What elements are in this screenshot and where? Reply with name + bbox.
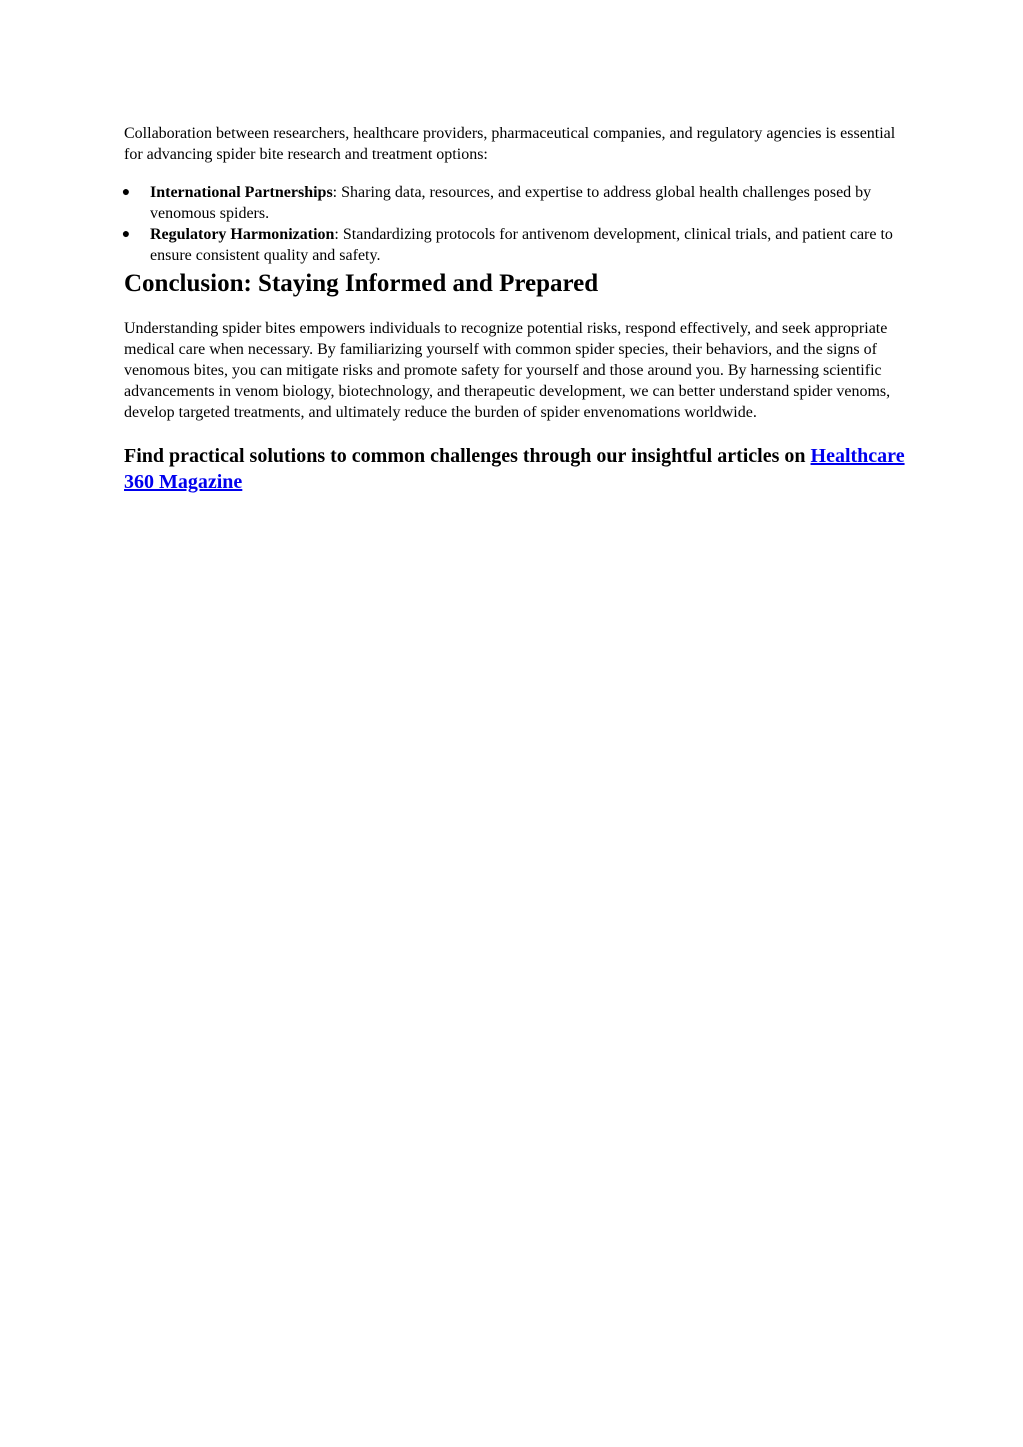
document-page	[121, 123, 914, 495]
bullet-icon: ●	[121, 185, 131, 200]
conclusion-heading: Conclusion: Staying Informed and Prepared	[124, 270, 599, 297]
conclusion-paragraph: Understanding spider bites empowers individuals to recognize potential risks, respond effectively, and seek appropriate medical care when necessary. By familiarizing yourself with common spider species, their behaviors, and the signs of venomous bites, you can mitigate risks and promote safety for yourself and those around you. By harnessing scientific advancements in venom biology, biotechnology, and therapeutic development, we can better understand spider venoms, develop targeted treatments, and ultimately reduce the burden of spider envenomations worldwide.	[124, 320, 891, 421]
cta-paragraph	[124, 443, 914, 495]
intro-paragraph: Collaboration between researchers, healthcare providers, pharmaceutical companies, and regulatory agencies is essential for advancing spider bite research and treatment options:	[124, 125, 896, 163]
cta-text: Find practical solutions to common challenges through our insightful articles on	[124, 445, 811, 467]
list-item	[121, 182, 914, 224]
bullet-list	[121, 182, 914, 266]
bullet-text: : Sharing data, resources, and expertise to address global health challenges posed by venomous spiders.	[150, 184, 872, 222]
list-item	[121, 224, 914, 266]
bullet-term: Regulatory Harmonization	[150, 226, 335, 243]
bullet-term: International Partnerships	[150, 184, 333, 201]
bullet-icon: ●	[121, 227, 131, 242]
bullet-text: : Standardizing protocols for antivenom development, clinical trials, and patient care to ensure consistent quality and safety.	[150, 226, 893, 264]
healthcare-360-magazine-link[interactable]: Healthcare 360 Magazine	[124, 445, 905, 493]
